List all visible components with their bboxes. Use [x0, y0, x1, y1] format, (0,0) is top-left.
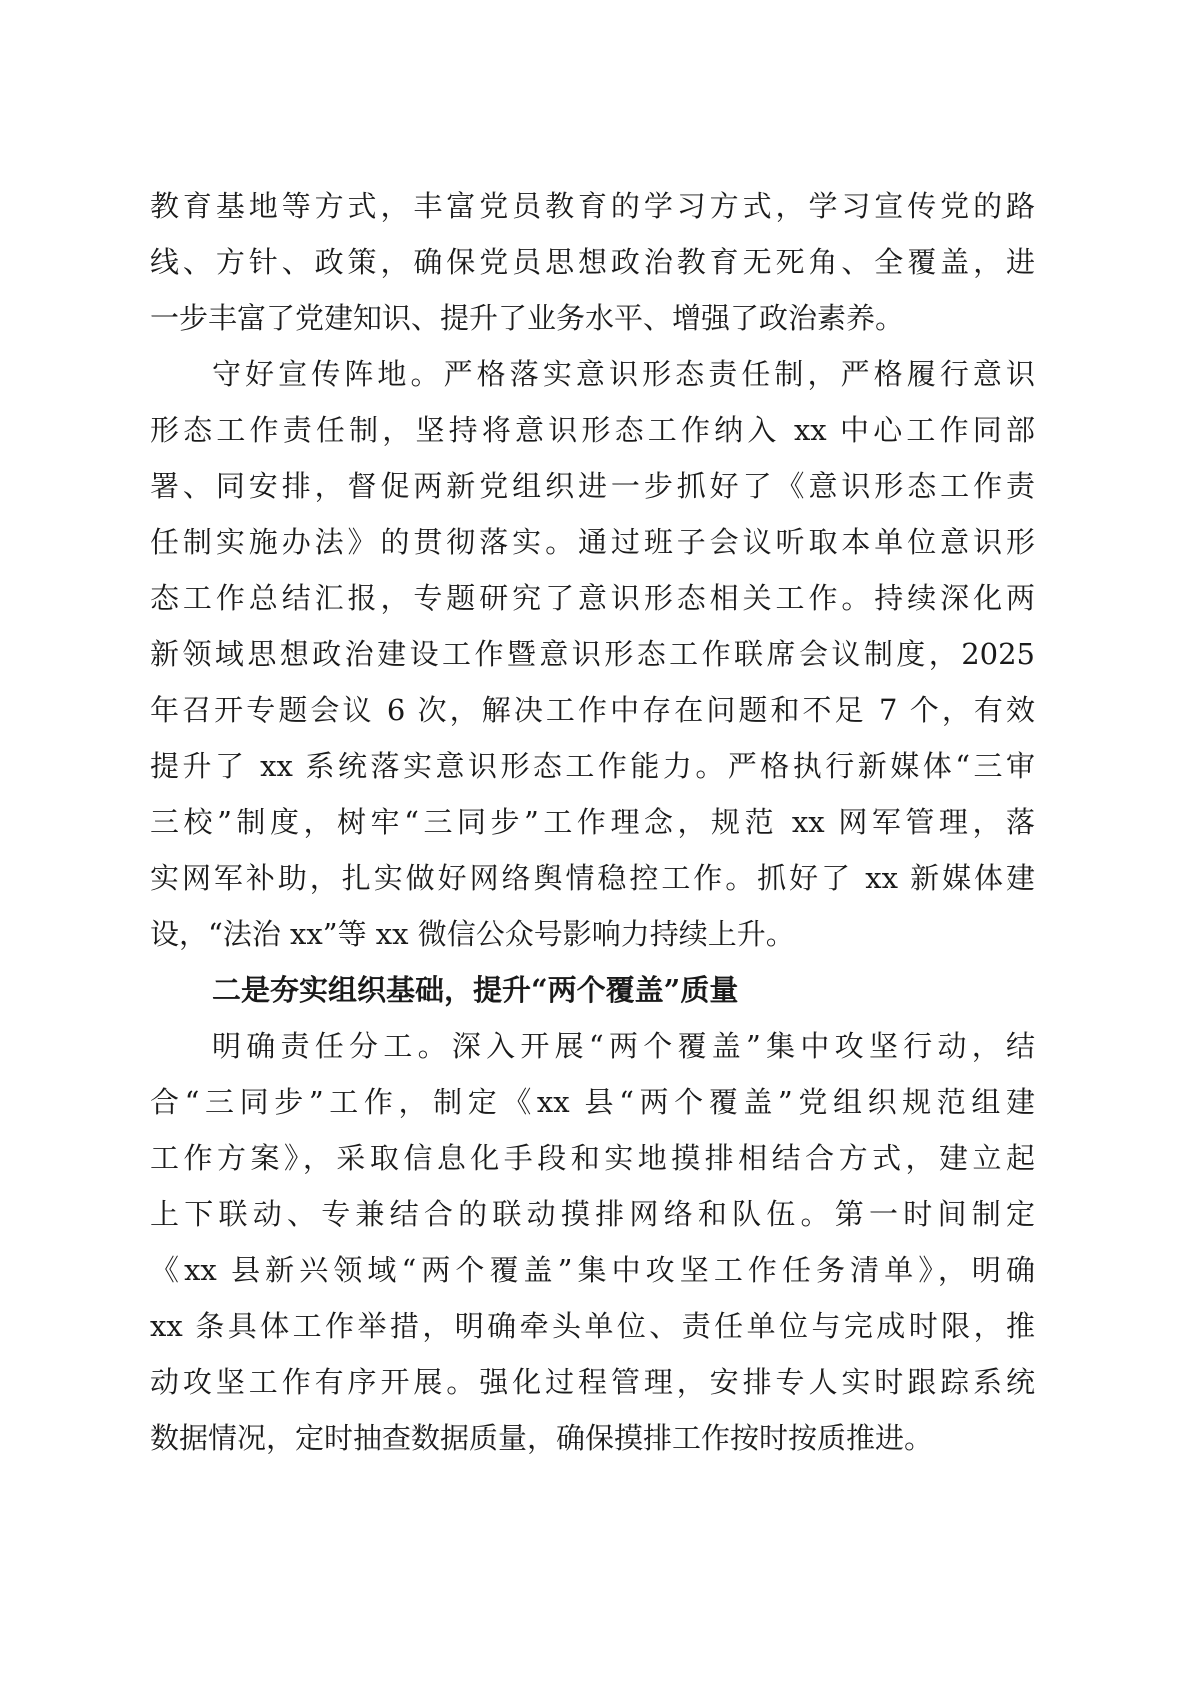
heading-text: 二是夯实组织基础，提升“两个覆盖”质量 [212, 973, 739, 1007]
text-line: 年召开专题会议 6 次，解决工作中存在问题和不足 7 个，有效 [150, 693, 1035, 727]
text-line: 教育基地等方式，丰富党员教育的学习方式，学习宣传党的路 [150, 189, 1035, 223]
text-line: 三校”制度，树牢“三同步”工作理念，规范 xx 网军管理，落 [150, 805, 1035, 839]
text-line: 实网军补助，扎实做好网络舆情稳控工作。抓好了 xx 新媒体建 [150, 861, 1035, 895]
paragraph-propaganda [150, 346, 1035, 962]
document-body [150, 178, 1035, 1466]
text-line: 数据情况，定时抽查数据质量，确保摸排工作按时按质推进。 [150, 1421, 934, 1455]
text-line: 态工作总结汇报，专题研究了意识形态相关工作。持续深化两 [150, 581, 1035, 615]
text-line: 明确责任分工。深入开展“两个覆盖”集中攻坚行动，结 [212, 1029, 1035, 1063]
text-line: 任制实施办法》的贯彻落实。通过班子会议听取本单位意识形 [150, 525, 1035, 559]
text-line: 新领域思想政治建设工作暨意识形态工作联席会议制度，2025 [150, 637, 1035, 671]
text-line: 形态工作责任制，坚持将意识形态工作纳入 xx 中心工作同部 [150, 413, 1035, 447]
paragraph-responsibility [150, 1018, 1035, 1466]
text-line: 合“三同步”工作，制定《xx 县“两个覆盖”党组织规范组建 [150, 1085, 1035, 1119]
text-line: 上下联动、专兼结合的联动摸排网络和队伍。第一时间制定 [150, 1197, 1035, 1231]
text-line: 署、同安排，督促两新党组织进一步抓好了《意识形态工作责 [150, 469, 1035, 503]
text-line: 工作方案》，采取信息化手段和实地摸排相结合方式，建立起 [150, 1141, 1035, 1175]
text-line: 设，“法治 xx”等 xx 微信公众号影响力持续上升。 [150, 917, 795, 951]
text-line: 线、方针、政策，确保党员思想政治教育无死角、全覆盖，进 [150, 245, 1035, 279]
text-line: 一步丰富了党建知识、提升了业务水平、增强了政治素养。 [150, 301, 905, 335]
section-heading [150, 962, 1035, 1018]
text-line: 动攻坚工作有序开展。强化过程管理，安排专人实时跟踪系统 [150, 1365, 1035, 1399]
paragraph-continuation [150, 178, 1035, 346]
text-line: xx 条具体工作举措，明确牵头单位、责任单位与完成时限，推 [150, 1309, 1035, 1343]
text-line: 《xx 县新兴领域“两个覆盖”集中攻坚工作任务清单》，明确 [150, 1253, 1035, 1287]
text-line: 提升了 xx 系统落实意识形态工作能力。严格执行新媒体“三审 [150, 749, 1035, 783]
text-line: 守好宣传阵地。严格落实意识形态责任制，严格履行意识 [212, 357, 1035, 391]
